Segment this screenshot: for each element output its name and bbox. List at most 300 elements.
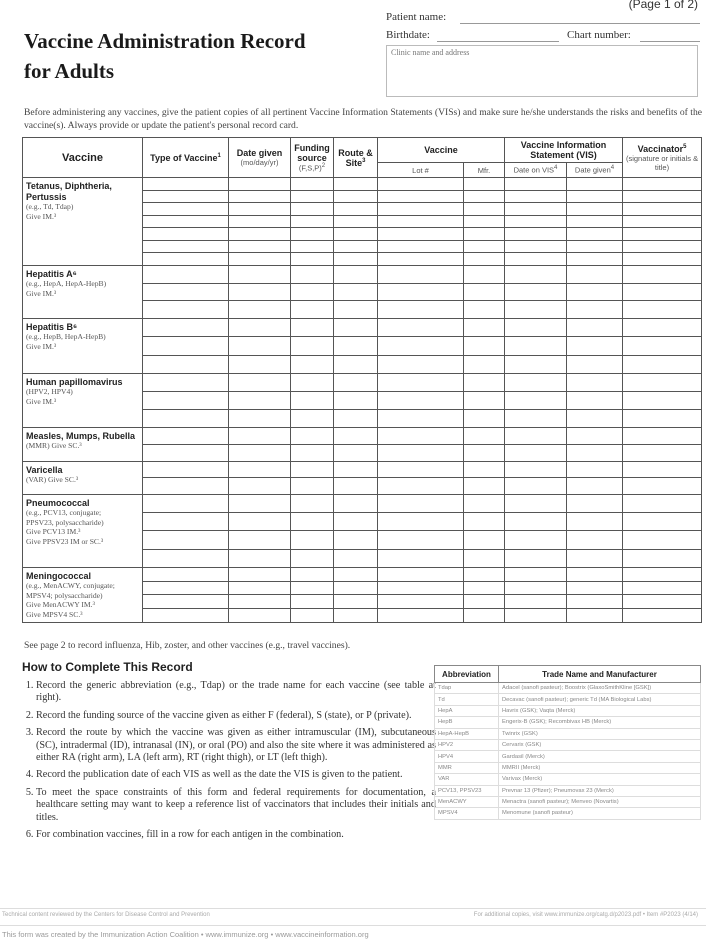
record-entry-cell[interactable] bbox=[378, 391, 464, 409]
page-title bbox=[24, 26, 306, 86]
record-entry-cell[interactable] bbox=[291, 203, 334, 216]
record-entry-cell[interactable] bbox=[567, 513, 623, 531]
title-line-1: Vaccine Administration Record bbox=[24, 29, 306, 53]
record-entry-cell[interactable] bbox=[567, 531, 623, 549]
record-entry-cell[interactable] bbox=[143, 178, 229, 191]
record-entry-cell[interactable] bbox=[464, 355, 505, 373]
record-entry-cell[interactable] bbox=[623, 203, 702, 216]
record-entry-cell[interactable] bbox=[623, 283, 702, 301]
howto-list bbox=[18, 680, 436, 846]
abbr-row bbox=[435, 785, 701, 796]
record-entry-cell[interactable] bbox=[291, 301, 334, 319]
record-entry-cell[interactable] bbox=[378, 595, 464, 609]
record-entry-cell[interactable] bbox=[464, 478, 505, 495]
record-entry-cell[interactable] bbox=[505, 478, 567, 495]
record-entry-cell[interactable] bbox=[505, 581, 567, 595]
record-entry-cell[interactable] bbox=[623, 253, 702, 266]
record-entry-cell[interactable] bbox=[143, 301, 229, 319]
patient-name-field[interactable] bbox=[460, 23, 700, 24]
record-entry-cell[interactable] bbox=[334, 265, 378, 283]
trade-name-cell: Cervarix (GSK) bbox=[499, 739, 701, 750]
record-entry-cell[interactable] bbox=[567, 203, 623, 216]
record-entry-cell[interactable] bbox=[464, 549, 505, 567]
abbr-row bbox=[435, 808, 701, 819]
record-entry-cell[interactable] bbox=[143, 409, 229, 427]
record-entry-cell[interactable] bbox=[567, 549, 623, 567]
record-entry-cell[interactable] bbox=[623, 494, 702, 512]
record-entry-cell[interactable] bbox=[505, 190, 567, 203]
record-entry-cell[interactable] bbox=[229, 190, 291, 203]
record-entry-cell[interactable] bbox=[229, 228, 291, 241]
record-entry-cell[interactable] bbox=[623, 595, 702, 609]
record-entry-cell[interactable] bbox=[291, 318, 334, 336]
record-entry-cell[interactable] bbox=[567, 228, 623, 241]
record-entry-cell[interactable] bbox=[623, 301, 702, 319]
record-entry-cell[interactable] bbox=[291, 444, 334, 461]
record-entry-cell[interactable] bbox=[229, 215, 291, 228]
record-entry-cell[interactable] bbox=[143, 494, 229, 512]
record-entry-cell[interactable] bbox=[334, 609, 378, 623]
vaccine-note: (HPV2, HPV4) bbox=[26, 387, 73, 397]
record-entry-cell[interactable] bbox=[567, 178, 623, 191]
record-entry-cell[interactable] bbox=[291, 609, 334, 623]
vaccine-name: Tetanus, Diphtheria, Pertussis bbox=[26, 181, 112, 202]
record-entry-cell[interactable] bbox=[334, 478, 378, 495]
record-entry-cell[interactable] bbox=[229, 461, 291, 478]
intro-text: Before administering any vaccines, give the patient copies of all pertinent Vaccine Information Statements (VISs) and make sure he/she understands the risks and benefits of the vaccine(s). Always provide or update the patient's personal record card. bbox=[24, 107, 702, 131]
record-entry-cell[interactable] bbox=[464, 190, 505, 203]
abbr-cell: PCV13, PPSV23 bbox=[435, 785, 499, 796]
record-entry-cell[interactable] bbox=[143, 531, 229, 549]
record-entry-cell[interactable] bbox=[567, 337, 623, 355]
record-entry-cell[interactable] bbox=[229, 355, 291, 373]
record-entry-cell[interactable] bbox=[567, 301, 623, 319]
record-entry-cell[interactable] bbox=[143, 391, 229, 409]
record-entry-cell[interactable] bbox=[378, 301, 464, 319]
record-entry-cell[interactable] bbox=[334, 581, 378, 595]
record-entry-cell[interactable] bbox=[464, 318, 505, 336]
record-entry-cell[interactable] bbox=[378, 567, 464, 581]
record-entry-cell[interactable] bbox=[291, 391, 334, 409]
record-entry-cell[interactable] bbox=[505, 265, 567, 283]
record-entry-cell[interactable] bbox=[505, 203, 567, 216]
record-entry-cell[interactable] bbox=[505, 283, 567, 301]
record-entry-cell[interactable] bbox=[567, 373, 623, 391]
vaccine-name: Human papillomavirus bbox=[26, 376, 123, 387]
abbr-cell: Td bbox=[435, 694, 499, 705]
record-entry-cell[interactable] bbox=[334, 283, 378, 301]
record-entry-cell[interactable] bbox=[291, 337, 334, 355]
record-entry-cell[interactable] bbox=[229, 283, 291, 301]
record-entry-cell[interactable] bbox=[334, 391, 378, 409]
record-entry-cell[interactable] bbox=[464, 391, 505, 409]
record-entry-cell[interactable] bbox=[567, 318, 623, 336]
record-entry-cell[interactable] bbox=[378, 609, 464, 623]
abbr-cell: VAR bbox=[435, 774, 499, 785]
record-entry-cell[interactable] bbox=[567, 355, 623, 373]
record-entry-cell[interactable] bbox=[291, 265, 334, 283]
record-entry-cell[interactable] bbox=[378, 461, 464, 478]
record-entry-cell[interactable] bbox=[291, 567, 334, 581]
record-entry-cell[interactable] bbox=[623, 609, 702, 623]
record-entry-cell[interactable] bbox=[143, 549, 229, 567]
record-entry-cell[interactable] bbox=[378, 240, 464, 253]
record-entry-cell[interactable] bbox=[291, 190, 334, 203]
record-entry-cell[interactable] bbox=[378, 253, 464, 266]
record-entry-cell[interactable] bbox=[334, 203, 378, 216]
record-entry-cell[interactable] bbox=[464, 444, 505, 461]
record-entry-cell[interactable] bbox=[229, 513, 291, 531]
record-entry-cell[interactable] bbox=[143, 567, 229, 581]
record-entry-cell[interactable] bbox=[464, 427, 505, 444]
record-entry-cell[interactable] bbox=[464, 253, 505, 266]
record-entry-cell[interactable] bbox=[378, 203, 464, 216]
record-entry-cell[interactable] bbox=[464, 494, 505, 512]
record-entry-cell[interactable] bbox=[623, 215, 702, 228]
trade-name-cell: Engerix-B (GSK); Recombivax HB (Merck) bbox=[499, 717, 701, 728]
record-entry-cell[interactable] bbox=[464, 513, 505, 531]
record-entry-cell[interactable] bbox=[334, 409, 378, 427]
vaccine-note: (VAR) Give SC.³ bbox=[26, 475, 79, 485]
record-entry-cell[interactable] bbox=[229, 531, 291, 549]
record-entry-cell[interactable] bbox=[567, 391, 623, 409]
record-entry-cell[interactable] bbox=[229, 609, 291, 623]
record-entry-cell[interactable] bbox=[567, 265, 623, 283]
record-entry-cell[interactable] bbox=[229, 581, 291, 595]
vaccine-name-cell bbox=[23, 427, 143, 461]
record-entry-cell[interactable] bbox=[505, 373, 567, 391]
record-entry-cell[interactable] bbox=[623, 178, 702, 191]
record-entry-cell[interactable] bbox=[567, 427, 623, 444]
trade-name-cell: Gardasil (Merck) bbox=[499, 751, 701, 762]
record-entry-cell[interactable] bbox=[623, 581, 702, 595]
record-entry-cell[interactable] bbox=[378, 373, 464, 391]
record-entry-cell[interactable] bbox=[334, 215, 378, 228]
record-entry-cell[interactable] bbox=[143, 228, 229, 241]
record-entry-cell[interactable] bbox=[505, 178, 567, 191]
record-entry-cell[interactable] bbox=[623, 265, 702, 283]
record-entry-cell[interactable] bbox=[378, 355, 464, 373]
record-entry-cell[interactable] bbox=[378, 427, 464, 444]
record-entry-cell[interactable] bbox=[567, 595, 623, 609]
record-entry-cell[interactable] bbox=[505, 391, 567, 409]
record-entry-cell[interactable] bbox=[567, 567, 623, 581]
record-entry-cell[interactable] bbox=[623, 531, 702, 549]
record-entry-cell[interactable] bbox=[378, 444, 464, 461]
record-entry-cell[interactable] bbox=[229, 567, 291, 581]
record-entry-cell[interactable] bbox=[464, 531, 505, 549]
header-vis-date-given: Date given$^4$ bbox=[567, 163, 623, 178]
record-entry-cell[interactable] bbox=[567, 609, 623, 623]
abbr-row bbox=[435, 762, 701, 773]
header-date-given: Date given (mo/day/yr) bbox=[229, 138, 291, 178]
record-entry-cell[interactable] bbox=[291, 253, 334, 266]
record-entry-cell[interactable] bbox=[229, 265, 291, 283]
record-entry-cell[interactable] bbox=[143, 215, 229, 228]
record-entry-cell[interactable] bbox=[464, 301, 505, 319]
record-entry-cell[interactable] bbox=[567, 240, 623, 253]
record-entry-cell[interactable] bbox=[505, 427, 567, 444]
vaccine-name-cell bbox=[23, 461, 143, 494]
record-entry-cell[interactable] bbox=[229, 409, 291, 427]
record-entry-cell[interactable] bbox=[229, 178, 291, 191]
record-entry-cell[interactable] bbox=[334, 318, 378, 336]
record-entry-cell[interactable] bbox=[143, 265, 229, 283]
record-entry-cell[interactable] bbox=[291, 240, 334, 253]
record-entry-cell[interactable] bbox=[378, 337, 464, 355]
record-entry-cell[interactable] bbox=[334, 549, 378, 567]
record-entry-cell[interactable] bbox=[334, 427, 378, 444]
record-entry-cell[interactable] bbox=[291, 478, 334, 495]
record-entry-cell[interactable] bbox=[505, 595, 567, 609]
record-entry-cell[interactable] bbox=[143, 190, 229, 203]
record-entry-cell[interactable] bbox=[291, 228, 334, 241]
record-entry-cell[interactable] bbox=[291, 581, 334, 595]
record-entry-cell[interactable] bbox=[291, 215, 334, 228]
record-entry-cell[interactable] bbox=[378, 581, 464, 595]
record-entry-cell[interactable] bbox=[291, 373, 334, 391]
footer-right: For additional copies, visit www.immunize.org/catg.d/p2023.pdf • Item #P2023 (4/14) bbox=[473, 912, 698, 918]
record-entry-cell[interactable] bbox=[567, 409, 623, 427]
record-entry-cell[interactable] bbox=[334, 178, 378, 191]
record-entry-cell[interactable] bbox=[143, 318, 229, 336]
record-entry-cell[interactable] bbox=[464, 581, 505, 595]
record-entry-cell[interactable] bbox=[143, 595, 229, 609]
record-entry-cell[interactable] bbox=[229, 253, 291, 266]
record-entry-cell[interactable] bbox=[143, 373, 229, 391]
record-entry-cell[interactable] bbox=[143, 609, 229, 623]
abbreviation-table bbox=[434, 665, 701, 820]
record-entry-cell[interactable] bbox=[623, 228, 702, 241]
record-entry-cell[interactable] bbox=[143, 581, 229, 595]
record-entry-cell[interactable] bbox=[334, 373, 378, 391]
record-entry-cell[interactable] bbox=[505, 337, 567, 355]
record-entry-cell[interactable] bbox=[378, 409, 464, 427]
record-entry-cell[interactable] bbox=[291, 409, 334, 427]
record-entry-cell[interactable] bbox=[291, 513, 334, 531]
title-line-2: for Adults bbox=[24, 59, 115, 83]
record-entry-cell[interactable] bbox=[505, 494, 567, 512]
record-entry-cell[interactable] bbox=[505, 609, 567, 623]
record-entry-cell[interactable] bbox=[623, 373, 702, 391]
record-entry-cell[interactable] bbox=[464, 178, 505, 191]
record-entry-cell[interactable] bbox=[623, 461, 702, 478]
chart-number-field[interactable] bbox=[640, 41, 700, 42]
record-entry-cell[interactable] bbox=[229, 478, 291, 495]
abbr-row bbox=[435, 717, 701, 728]
record-entry-cell[interactable] bbox=[143, 427, 229, 444]
header-vis-group: Vaccine Information Statement (VIS) bbox=[505, 138, 623, 163]
record-entry-cell[interactable] bbox=[291, 427, 334, 444]
record-entry-cell[interactable] bbox=[505, 409, 567, 427]
record-entry-cell[interactable] bbox=[567, 494, 623, 512]
record-entry-cell[interactable] bbox=[229, 373, 291, 391]
record-entry-cell[interactable] bbox=[143, 355, 229, 373]
record-entry-cell[interactable] bbox=[291, 549, 334, 567]
record-entry-cell[interactable] bbox=[229, 391, 291, 409]
record-entry-cell[interactable] bbox=[464, 567, 505, 581]
record-entry-cell[interactable] bbox=[334, 240, 378, 253]
record-entry-cell[interactable] bbox=[505, 253, 567, 266]
header-lot: Lot # bbox=[378, 163, 464, 178]
record-entry-cell[interactable] bbox=[291, 355, 334, 373]
record-entry-cell[interactable] bbox=[464, 609, 505, 623]
record-entry-cell[interactable] bbox=[229, 494, 291, 512]
record-entry-cell[interactable] bbox=[334, 531, 378, 549]
record-entry-cell[interactable] bbox=[623, 549, 702, 567]
record-entry-cell[interactable] bbox=[378, 228, 464, 241]
record-entry-cell[interactable] bbox=[291, 178, 334, 191]
record-entry-cell[interactable] bbox=[334, 190, 378, 203]
record-entry-cell[interactable] bbox=[378, 283, 464, 301]
record-entry-cell[interactable] bbox=[334, 567, 378, 581]
record-entry-cell[interactable] bbox=[464, 215, 505, 228]
record-entry-cell[interactable] bbox=[464, 373, 505, 391]
record-entry-cell[interactable] bbox=[229, 595, 291, 609]
record-entry-cell[interactable] bbox=[567, 190, 623, 203]
clinic-name-address-field[interactable] bbox=[386, 45, 698, 97]
record-entry-cell[interactable] bbox=[143, 283, 229, 301]
abbr-cell: HepA bbox=[435, 705, 499, 716]
record-entry-cell[interactable] bbox=[143, 240, 229, 253]
record-entry-cell[interactable] bbox=[229, 337, 291, 355]
record-entry-cell[interactable] bbox=[291, 283, 334, 301]
vaccine-note: (e.g., HepA, HepA-HepB) bbox=[26, 279, 107, 289]
record-entry-cell[interactable] bbox=[505, 513, 567, 531]
record-entry-cell[interactable] bbox=[567, 283, 623, 301]
record-entry-cell[interactable] bbox=[623, 409, 702, 427]
record-entry-cell[interactable] bbox=[229, 444, 291, 461]
table-row bbox=[23, 567, 702, 581]
record-entry-cell[interactable] bbox=[623, 478, 702, 495]
record-entry-cell[interactable] bbox=[334, 228, 378, 241]
record-entry-cell[interactable] bbox=[229, 203, 291, 216]
record-entry-cell[interactable] bbox=[567, 444, 623, 461]
record-entry-cell[interactable] bbox=[505, 461, 567, 478]
vaccine-name-cell bbox=[23, 318, 143, 373]
record-entry-cell[interactable] bbox=[334, 595, 378, 609]
birthdate-field[interactable] bbox=[437, 41, 559, 42]
abbr-row bbox=[435, 694, 701, 705]
record-entry-cell[interactable] bbox=[505, 549, 567, 567]
record-entry-cell[interactable] bbox=[505, 567, 567, 581]
record-entry-cell[interactable] bbox=[229, 549, 291, 567]
record-entry-cell[interactable] bbox=[378, 215, 464, 228]
record-entry-cell[interactable] bbox=[623, 444, 702, 461]
trade-name-cell: Prevnar 13 (Pfizer); Pneumovax 23 (Merck) bbox=[499, 785, 701, 796]
record-entry-cell[interactable] bbox=[464, 265, 505, 283]
record-entry-cell[interactable] bbox=[623, 337, 702, 355]
record-entry-cell[interactable] bbox=[464, 595, 505, 609]
record-entry-cell[interactable] bbox=[143, 337, 229, 355]
record-entry-cell[interactable] bbox=[378, 178, 464, 191]
record-entry-cell[interactable] bbox=[143, 478, 229, 495]
record-entry-cell[interactable] bbox=[378, 318, 464, 336]
vaccine-name-cell bbox=[23, 567, 143, 622]
record-entry-cell[interactable] bbox=[505, 318, 567, 336]
record-entry-cell[interactable] bbox=[623, 190, 702, 203]
table-row bbox=[23, 265, 702, 283]
record-entry-cell[interactable] bbox=[334, 461, 378, 478]
record-entry-cell[interactable] bbox=[334, 494, 378, 512]
record-entry-cell[interactable] bbox=[334, 253, 378, 266]
record-entry-cell[interactable] bbox=[378, 190, 464, 203]
record-entry-cell[interactable] bbox=[378, 494, 464, 512]
record-entry-cell[interactable] bbox=[143, 513, 229, 531]
record-entry-cell[interactable] bbox=[291, 595, 334, 609]
record-entry-cell[interactable] bbox=[229, 301, 291, 319]
record-entry-cell[interactable] bbox=[378, 513, 464, 531]
record-entry-cell[interactable] bbox=[378, 549, 464, 567]
record-entry-cell[interactable] bbox=[567, 478, 623, 495]
abbr-row bbox=[435, 796, 701, 807]
record-entry-cell[interactable] bbox=[334, 337, 378, 355]
trade-name-cell: Havrix (GSK); Vaqta (Merck) bbox=[499, 705, 701, 716]
record-entry-cell[interactable] bbox=[623, 240, 702, 253]
record-entry-cell[interactable] bbox=[505, 355, 567, 373]
record-entry-cell[interactable] bbox=[567, 461, 623, 478]
record-entry-cell[interactable] bbox=[143, 203, 229, 216]
record-entry-cell[interactable] bbox=[505, 240, 567, 253]
record-entry-cell[interactable] bbox=[464, 240, 505, 253]
record-entry-cell[interactable] bbox=[464, 228, 505, 241]
record-entry-cell[interactable] bbox=[505, 215, 567, 228]
record-entry-cell[interactable] bbox=[505, 228, 567, 241]
record-entry-cell[interactable] bbox=[291, 494, 334, 512]
record-entry-cell[interactable] bbox=[623, 355, 702, 373]
record-entry-cell[interactable] bbox=[229, 240, 291, 253]
record-entry-cell[interactable] bbox=[291, 461, 334, 478]
header-type-of-vaccine: Type of Vaccine$^1$ bbox=[143, 138, 229, 178]
header-mfr: Mfr. bbox=[464, 163, 505, 178]
record-entry-cell[interactable] bbox=[567, 215, 623, 228]
record-entry-cell[interactable] bbox=[567, 581, 623, 595]
record-entry-cell[interactable] bbox=[623, 567, 702, 581]
record-entry-cell[interactable] bbox=[229, 427, 291, 444]
record-entry-cell[interactable] bbox=[378, 265, 464, 283]
record-entry-cell[interactable] bbox=[505, 531, 567, 549]
record-entry-cell[interactable] bbox=[378, 478, 464, 495]
record-entry-cell[interactable] bbox=[464, 461, 505, 478]
record-entry-cell[interactable] bbox=[567, 253, 623, 266]
abbr-row bbox=[435, 728, 701, 739]
trade-name-cell: Menactra (sanofi pasteur); Menveo (Novartis) bbox=[499, 796, 701, 807]
howto-item: 2. Record the funding source of the vaccine given as either F (federal), S (state), or P (private). bbox=[36, 710, 436, 722]
record-entry-cell[interactable] bbox=[143, 444, 229, 461]
record-entry-cell[interactable] bbox=[505, 444, 567, 461]
record-entry-cell[interactable] bbox=[623, 318, 702, 336]
record-entry-cell[interactable] bbox=[291, 531, 334, 549]
record-entry-cell[interactable] bbox=[623, 391, 702, 409]
record-entry-cell[interactable] bbox=[229, 318, 291, 336]
record-entry-cell[interactable] bbox=[464, 337, 505, 355]
record-entry-cell[interactable] bbox=[623, 513, 702, 531]
record-entry-cell[interactable] bbox=[334, 301, 378, 319]
record-entry-cell[interactable] bbox=[334, 355, 378, 373]
vaccine-name: Pneumococcal bbox=[26, 497, 90, 508]
record-entry-cell[interactable] bbox=[623, 427, 702, 444]
record-entry-cell[interactable] bbox=[378, 531, 464, 549]
record-entry-cell[interactable] bbox=[334, 513, 378, 531]
record-entry-cell[interactable] bbox=[143, 253, 229, 266]
record-entry-cell[interactable] bbox=[143, 461, 229, 478]
record-entry-cell[interactable] bbox=[464, 283, 505, 301]
record-entry-cell[interactable] bbox=[464, 203, 505, 216]
record-entry-cell[interactable] bbox=[505, 301, 567, 319]
record-entry-cell[interactable] bbox=[334, 444, 378, 461]
table-row bbox=[23, 318, 702, 336]
record-entry-cell[interactable] bbox=[464, 409, 505, 427]
